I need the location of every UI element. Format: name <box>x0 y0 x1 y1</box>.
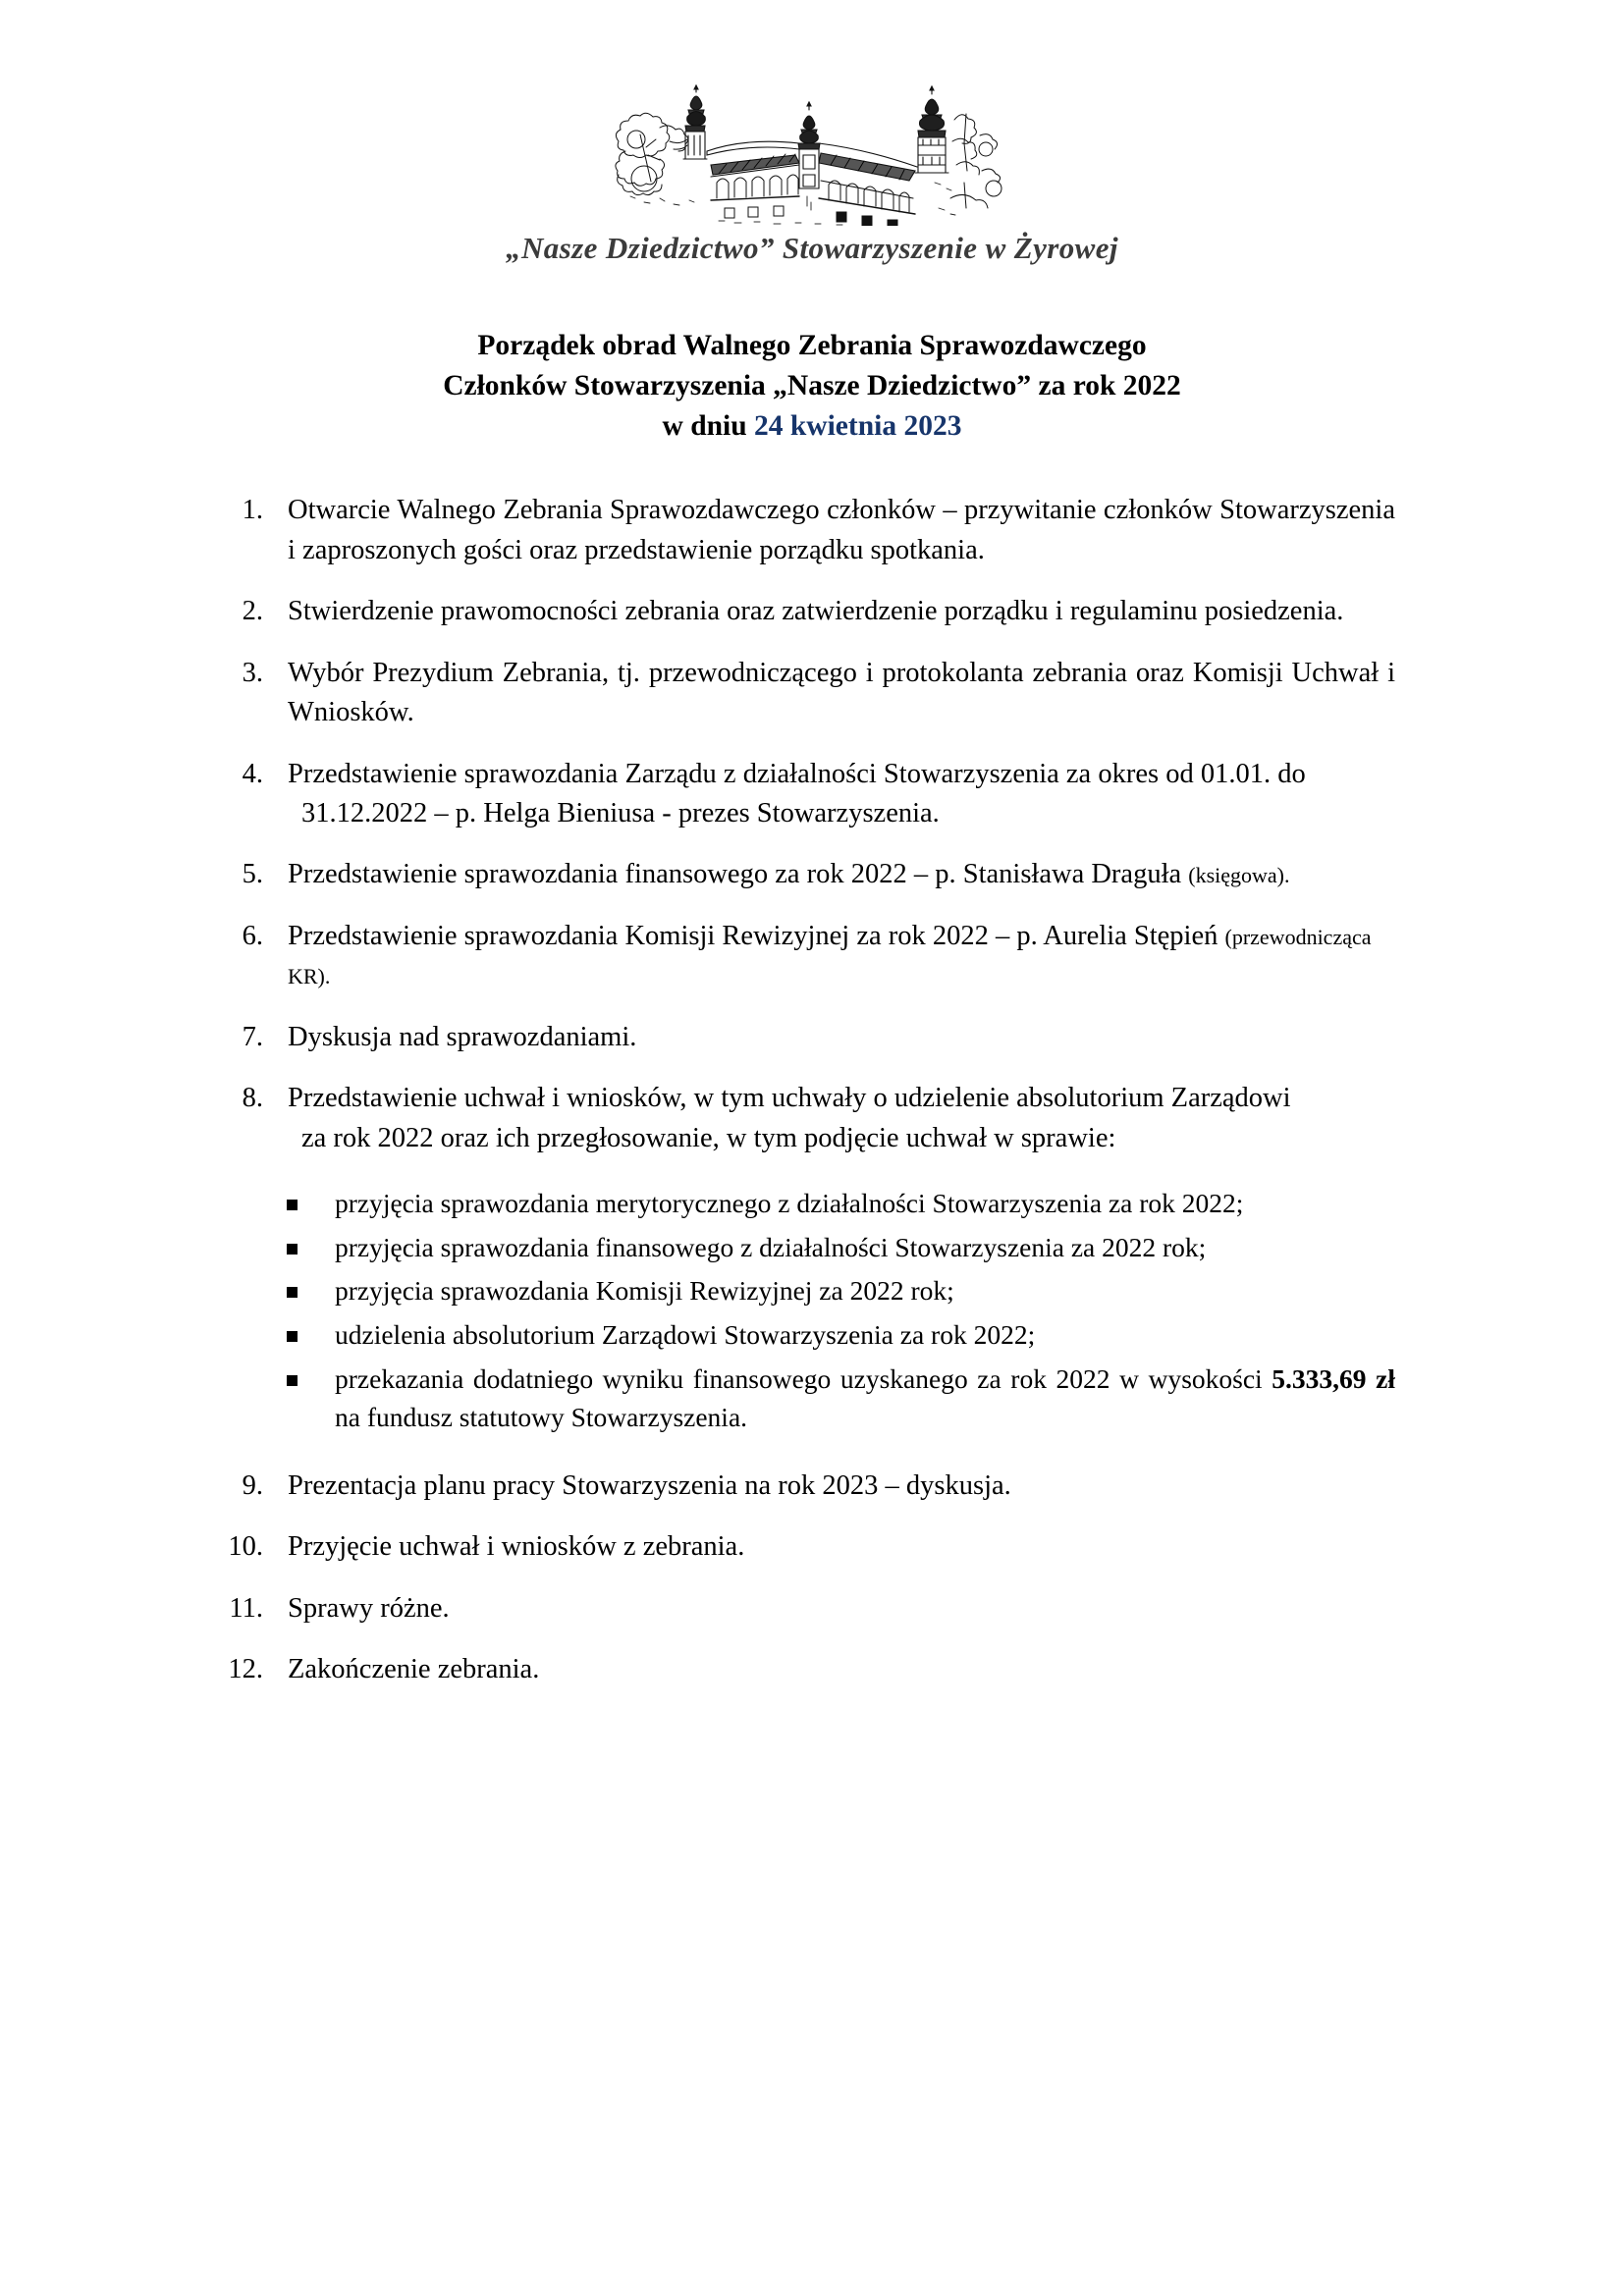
agenda-item-6 <box>0 917 1624 996</box>
agenda-item-1 <box>0 491 1624 570</box>
agenda-item-text-line-a: Przedstawienie sprawozdania Zarządu z działalności Stowarzyszenia za okres od 01.01. do <box>288 758 1306 789</box>
agenda-sub-item-1 <box>0 1184 1624 1223</box>
agenda-item-text-line-a: Przedstawienie uchwał i wniosków, w tym uchwały o udzielenie absolutorium Zarządowi <box>288 1083 1291 1114</box>
document-header <box>0 0 1624 265</box>
agenda-sub-item-5 <box>0 1360 1624 1437</box>
agenda-sub-item-2 <box>0 1228 1624 1267</box>
agenda-sub-item-3 <box>0 1271 1624 1310</box>
palace-engraving-icon <box>601 80 1023 226</box>
agenda-item-main-text: Przedstawienie sprawozdania Komisji Rewizyjnej za rok 2022 – p. Aurelia Stępień <box>288 920 1225 951</box>
agenda-item-text <box>288 855 1395 894</box>
agenda-item-text: Otwarcie Walnego Zebrania Sprawozdawczego członków – przywitanie członków Stowarzyszenia i zaproszonych gości oraz przedstawienie porządku spotkania. <box>288 495 1395 565</box>
title-line-1: Porządek obrad Walnego Zebrania Sprawozdawczego <box>477 330 1147 362</box>
agenda-item-text: Zakończenie zebrania. <box>288 1654 540 1685</box>
agenda-sub-item-text: przyjęcia sprawozdania merytorycznego z działalności Stowarzyszenia za rok 2022; <box>335 1188 1244 1219</box>
agenda-item-4 <box>0 755 1624 834</box>
page-bottom-spacer <box>0 1712 1624 1751</box>
agenda-item-number: 1. <box>242 495 263 526</box>
agenda-item-number: 5. <box>242 859 263 890</box>
agenda-item-text-line-b: za rok 2022 oraz ich przegłosowanie, w tym podjęcie uchwał w sprawie: <box>301 1122 1116 1153</box>
organization-name: „Nasze Dziedzictwo” Stowarzyszenie w Żyrowej <box>506 231 1118 265</box>
agenda-item-2 <box>0 592 1624 631</box>
agenda-item-10 <box>0 1527 1624 1567</box>
agenda-item-text: Wybór Prezydium Zebrania, tj. przewodniczącego i protokolanta zebrania oraz Komisji Uchwał i Wniosków. <box>288 657 1395 728</box>
page-title <box>0 326 1624 446</box>
agenda-list <box>0 491 1624 1690</box>
agenda-item-number: 6. <box>242 920 263 951</box>
agenda-item-number: 12. <box>228 1654 263 1685</box>
square-bullet-icon <box>287 1200 298 1210</box>
meeting-date: 24 kwietnia 2023 <box>754 409 962 442</box>
agenda-item-text: Stwierdzenie prawomocności zebrania oraz zatwierdzenie porządku i regulaminu posiedzenia. <box>288 596 1344 627</box>
agenda-item-number: 7. <box>242 1021 263 1052</box>
agenda-sub-item-text: udzielenia absolutorium Zarządowi Stowarzyszenia za rok 2022; <box>335 1319 1036 1351</box>
agenda-item-8 <box>0 1079 1624 1158</box>
title-line-3-prefix: w dniu <box>662 409 755 442</box>
title-line-2: Członków Stowarzyszenia „Nasze Dziedzictwo” za rok 2022 <box>443 369 1181 401</box>
agenda-sub-item-text: przyjęcia sprawozdania Komisji Rewizyjnej za 2022 rok; <box>335 1275 954 1307</box>
agenda-sub-item-4 <box>0 1315 1624 1355</box>
surplus-amount: 5.333,69 zł <box>1272 1362 1395 1394</box>
agenda-item-7 <box>0 1018 1624 1057</box>
agenda-item-text <box>288 917 1395 996</box>
title-line-3 <box>0 406 1624 447</box>
agenda-item-5 <box>0 855 1624 894</box>
agenda-item-3 <box>0 654 1624 733</box>
square-bullet-icon <box>287 1331 298 1342</box>
agenda-item-text: Przyjęcie uchwał i wniosków z zebrania. <box>288 1531 745 1563</box>
agenda-item-number: 8. <box>242 1083 263 1114</box>
agenda-item-11 <box>0 1589 1624 1629</box>
agenda-item-main-text: Przedstawienie sprawozdania finansowego za rok 2022 – p. Stanisława Draguła <box>288 859 1189 890</box>
agenda-item-number: 10. <box>228 1531 263 1563</box>
agenda-item-9 <box>0 1467 1624 1506</box>
agenda-sub-item-text-line-a: przekazania dodatniego wyniku finansowego uzyskanego za rok 2022 w wysokości <box>335 1362 1263 1394</box>
agenda-item-number: 9. <box>242 1469 263 1501</box>
agenda-item-12 <box>0 1650 1624 1689</box>
agenda-item-number: 3. <box>242 657 263 688</box>
agenda-sub-item-text-line-b: na fundusz statutowy Stowarzyszenia. <box>335 1402 748 1433</box>
agenda-item-role-note: (księgowa). <box>1188 863 1290 888</box>
agenda-sub-list <box>0 1184 1624 1437</box>
agenda-item-role-note: (przewodnicząca KR). <box>288 924 1372 989</box>
square-bullet-icon <box>287 1287 298 1298</box>
agenda-item-number: 11. <box>229 1592 263 1624</box>
agenda-item-text: Sprawy różne. <box>288 1592 450 1624</box>
agenda-item-text: Dyskusja nad sprawozdaniami. <box>288 1021 637 1052</box>
square-bullet-icon <box>287 1244 298 1255</box>
agenda-item-number: 2. <box>242 596 263 627</box>
agenda-item-text: Prezentacja planu pracy Stowarzyszenia na rok 2023 – dyskusja. <box>288 1469 1011 1501</box>
agenda-item-text-line-b: 31.12.2022 – p. Helga Bieniusa - prezes Stowarzyszenia. <box>301 798 940 829</box>
square-bullet-icon <box>287 1375 298 1386</box>
agenda-item-number: 4. <box>242 758 263 789</box>
agenda-sub-item-text: przyjęcia sprawozdania finansowego z działalności Stowarzyszenia za 2022 rok; <box>335 1231 1207 1262</box>
